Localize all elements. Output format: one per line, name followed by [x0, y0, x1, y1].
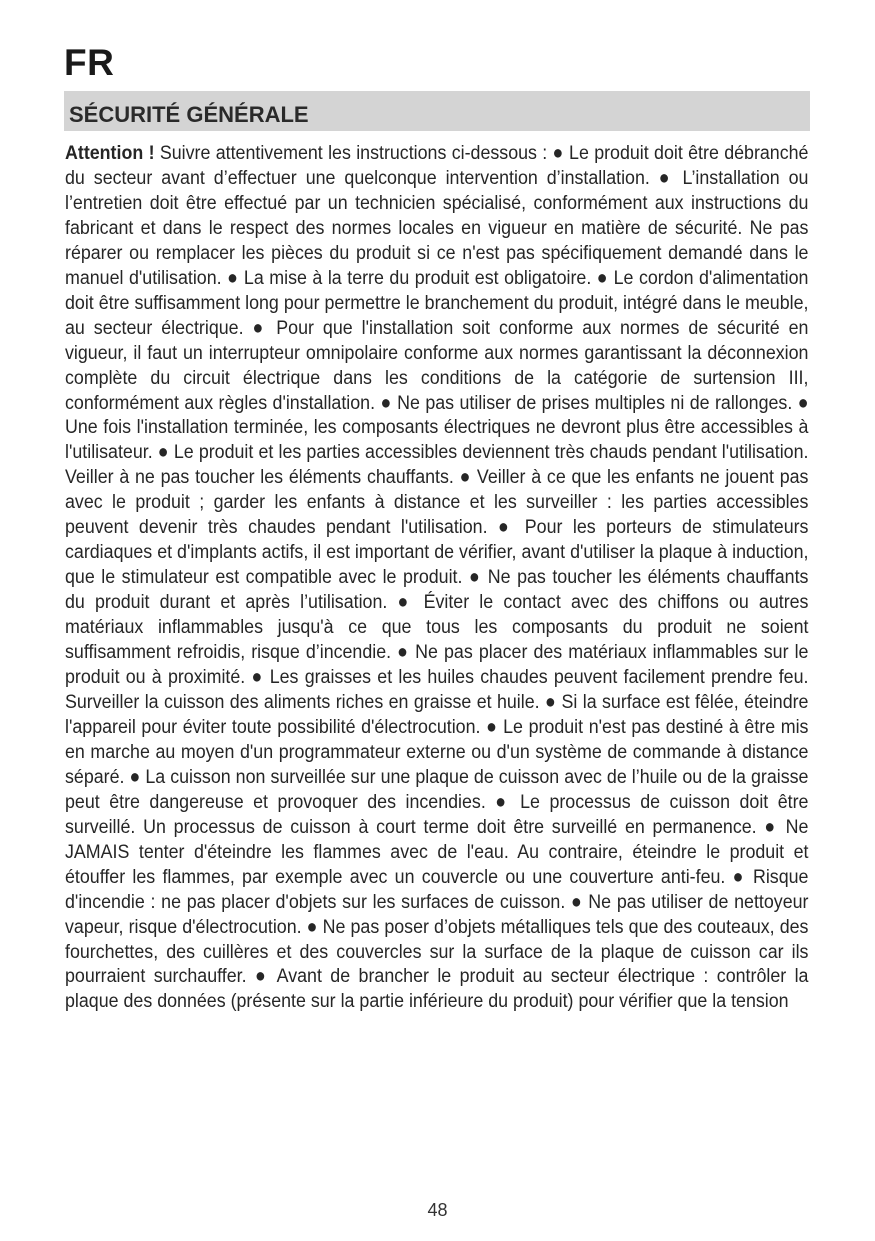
attention-label: Attention ! — [65, 142, 155, 164]
section-title: SÉCURITÉ GÉNÉRALE — [69, 102, 309, 127]
section-header-bar — [64, 91, 810, 131]
language-code: FR — [64, 42, 115, 83]
page-number: 48 — [427, 1200, 448, 1220]
safety-instructions-paragraph — [65, 141, 808, 1014]
safety-instructions-text: Suivre attentivement les instructions ci-dessous : ● Le produit doit être débranché du secteur avant d’effectuer une quelconque intervention d’installation. ● L’installation ou l’entretien doit être effectué par un technicien spécialisé, conformément aux instructions du fabricant et dans le respect des normes locales en vigueur en matière de sécurité. Ne pas réparer ou remplacer les pièces du produit si ce n'est pas spécifiquement demandé dans le manuel d'utilisation. ● La mise à la terre du produit est obligatoire. ● Le cordon d'alimentation doit être suffisamment long pour permettre le branchement du produit, intégré dans le meuble, au secteur électrique. ● Pour que l'installation soit conforme aux normes de sécurité en vigueur, il faut un interrupteur omnipolaire conforme aux normes garantissant la déconnexion complète du circuit électrique dans les conditions de la catégorie de surtension III, conformément aux règles d'installation. ● Ne pas utiliser de prises multiples ni de rallonges. ● Une fois l'installation terminée, les composants électriques ne devront plus être accessibles à l'utilisateur. ● Le produit et les parties accessibles deviennent très chauds pendant l'utilisation. Veiller à ne pas toucher les éléments chauffants. ● Veiller à ce que les enfants ne jouent pas avec le produit ; garder les enfants à distance et les surveiller : les parties accessibles peuvent devenir très chaudes pendant l'utilisation. ● Pour les porteurs de stimulateurs cardiaques et d'implants actifs, il est important de vérifier, avant d'utiliser la plaque à induction, que le stimulateur est compatible avec le produit. ● Ne pas toucher les éléments chauffants du produit durant et après l’utilisation. ● Éviter le contact avec des chiffons ou autres matériaux inflammables jusqu'à ce que tous les composants du produit ne soient suffisamment refroidis, risque d’incendie. ● Ne pas placer des matériaux inflammables sur le produit ou à proximité. ● Les graisses et les huiles chaudes peuvent facilement prendre feu. Surveiller la cuisson des aliments riches en graisse et huile. ● Si la surface est fêlée, éteindre l'appareil pour éviter toute possibilité d'électrocution. ● Le produit n'est pas destiné à être mis en marche au moyen d'un programmateur externe ou d'un système de commande à distance séparé. ● La cuisson non surveillée sur une plaque de cuisson avec de l’huile ou de la graisse peut être dangereuse et provoquer des incendies. ● Le processus de cuisson doit être surveillé. Un processus de cuisson à court terme doit être surveillé en permanence. ● Ne JAMAIS tenter d'éteindre les flammes avec de l'eau. Au contraire, éteindre le produit et étouffer les flammes, par exemple avec un couvercle ou une couverture anti-feu. ● Risque d'incendie : ne pas placer d'objets sur les surfaces de cuisson. ● Ne pas utiliser de nettoyeur vapeur, risque d'électrocution. ● Ne pas poser d’objets métalliques tels que des couteaux, des fourchettes, des cuillères et des couvercles sur la surface de la plaque de cuisson car ils pourraient surchauffer. ● Avant de brancher le produit au secteur électrique : contrôler la plaque des données (présente sur la partie inférieure du produit) pour vérifier que la tension — [65, 142, 809, 1013]
